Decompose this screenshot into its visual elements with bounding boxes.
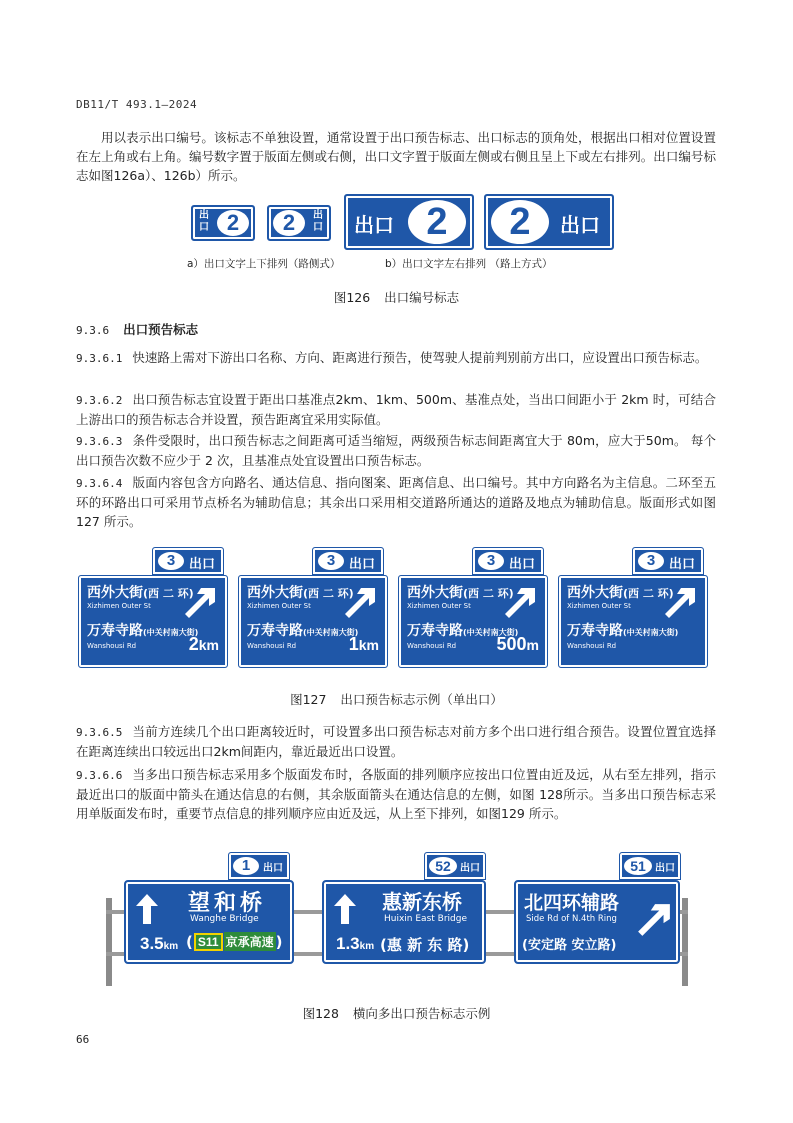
- sign-panel-beisihuan: [514, 880, 680, 964]
- pre-warning-sign: [558, 547, 710, 669]
- sub-road-en: Wanshousi Rd: [567, 642, 617, 650]
- distance-value: 1.3: [336, 934, 360, 953]
- figure-126-caption: [0, 288, 793, 306]
- aux-route-name: 京承高速: [224, 932, 276, 951]
- figure-127-signs: [78, 547, 718, 672]
- main-road: 西外大街(西 二 环): [407, 585, 514, 601]
- sign-panel: [398, 575, 548, 668]
- sign-name: 望和桥: [188, 891, 267, 916]
- figure-128-caption: [0, 1004, 793, 1022]
- sign-panel: [558, 575, 708, 668]
- exit-number-badge: 1: [233, 857, 259, 875]
- clause-number: 9.3.6.3: [76, 435, 123, 448]
- arrow-up-icon: [136, 894, 158, 924]
- distance: 2km: [188, 634, 219, 654]
- section-number: 9.3.6: [76, 324, 110, 337]
- exit-number-tab: [424, 852, 486, 880]
- distance: [140, 934, 178, 954]
- exit-text: 出口: [509, 557, 536, 572]
- arrow-up-right-icon: [343, 586, 377, 620]
- distance: 500m: [496, 634, 539, 654]
- route-shield: S11: [194, 933, 223, 951]
- aux-route: (惠 新 东 路): [380, 936, 470, 954]
- main-road-en: Xizhimen Outer St: [247, 602, 311, 610]
- exit-number-tab: [472, 547, 544, 575]
- figure-number: 图128: [302, 1006, 339, 1021]
- document-code-header: DB11/T 493.1—2024: [76, 98, 198, 111]
- exit-text: 出口: [460, 863, 480, 874]
- figure-number: 图126: [333, 290, 371, 305]
- figure-title: 横向多出口预告标志示例: [352, 1006, 491, 1021]
- section-title: 出口预告标志: [123, 322, 199, 337]
- exit-text: 出口: [349, 557, 376, 572]
- subcaption-a: a）出口文字上下排列（路侧式）: [187, 258, 341, 270]
- exit-char-bottom: 口: [313, 222, 323, 233]
- clause-9-3-6-4: [76, 473, 716, 531]
- distance: [336, 934, 374, 954]
- exit-number-sign-a-left: [191, 205, 255, 241]
- exit-text: 出口: [669, 557, 696, 572]
- exit-char-top: 出: [313, 210, 323, 221]
- distance-value: 3.5: [140, 934, 164, 953]
- clause-number: 9.3.6.1: [76, 352, 123, 365]
- exit-number-badge: 2: [273, 210, 305, 236]
- main-road: 西外大街(西 二 环): [87, 585, 194, 601]
- sub-road: 万寿寺路(中关村南大街): [567, 623, 679, 639]
- clause-text: 快速路上需对下游出口名称、方向、距离进行预告，使驾驶人提前判别前方出口，应设置出口预告标志。: [132, 350, 708, 365]
- clause-9-3-6-3: [76, 431, 716, 470]
- exit-number-badge: 2: [491, 200, 549, 244]
- exit-number-tab: [632, 547, 704, 575]
- exit-text: 出口: [354, 213, 394, 237]
- exit-number-badge: 3: [478, 552, 504, 570]
- sub-road: 万寿寺路(中关村南大街): [407, 623, 519, 639]
- exit-number-badge: 51: [624, 857, 652, 875]
- figure-127-caption: [0, 690, 793, 708]
- clause-9-3-6-1: [76, 348, 716, 368]
- exit-number-badge: 2: [217, 210, 249, 236]
- sign-name-en: Wanghe Bridge: [190, 914, 259, 924]
- exit-number-tab: [619, 852, 681, 880]
- figure-128-gantry: [106, 852, 688, 987]
- arrow-up-right-icon: [183, 586, 217, 620]
- exit-char-top: 出: [199, 210, 209, 221]
- clause-text: 当前方连续几个出口距离较近时，可设置多出口预告标志对前方多个出口进行组合预告。设置位置宜选择在距离连续出口较远出口2km间距内，靠近最近出口设置。: [76, 724, 716, 759]
- arrow-up-right-icon: [663, 586, 697, 620]
- paragraph-exit-number: 用以表示出口编号。该标志不单独设置，通常设置于出口预告标志、出口标志的顶角处，根据出口相对位置设置在左上角或右上角。编号数字置于版面左侧或右侧，出口文字置于版面左侧或右侧且呈上下或左右排列。出口编号标志如图126a）、126b）所示。: [76, 130, 716, 183]
- exit-number-badge: 2: [408, 200, 466, 244]
- figure-title: 出口编号标志: [384, 290, 460, 305]
- exit-number-tab: [228, 852, 290, 880]
- clause-9-3-6-6: [76, 765, 716, 823]
- exit-number-sign-b-right: [484, 194, 614, 250]
- subcaption-b: b）出口文字左右排列 （路上方式）: [385, 258, 553, 270]
- page-number: 66: [76, 1033, 90, 1046]
- section-heading: [76, 320, 198, 338]
- aux-route: (安定路 安立路): [522, 938, 617, 953]
- sub-road-en: Wanshousi Rd: [87, 642, 137, 650]
- aux-paren-close: ): [275, 932, 283, 951]
- exit-number-sign-a-right: [267, 205, 331, 241]
- exit-text: 出口: [189, 557, 216, 572]
- aux-paren-open: (: [186, 932, 193, 951]
- clause-number: 9.3.6.4: [76, 477, 123, 490]
- pre-warning-sign: [238, 547, 390, 669]
- aux-route: [186, 932, 282, 951]
- exit-number-tab: [152, 547, 224, 575]
- sign-name-en: Huixin East Bridge: [384, 914, 467, 924]
- sign-panel: [238, 575, 388, 668]
- exit-number-badge: 3: [318, 552, 344, 570]
- exit-number-badge: 3: [638, 552, 664, 570]
- clause-number: 9.3.6.2: [76, 394, 123, 407]
- main-road-en: Xizhimen Outer St: [87, 602, 151, 610]
- arrow-up-right-icon: [636, 900, 672, 940]
- distance: 1km: [348, 634, 379, 654]
- exit-text: 出口: [560, 213, 600, 237]
- exit-number-tab: [312, 547, 384, 575]
- arrow-up-right-icon: [503, 586, 537, 620]
- sign-panel-wanghe: [124, 880, 294, 964]
- clause-text: 版面内容包含方向路名、通达信息、指向图案、距离信息、出口编号。其中方向路名为主信息。二环至五环的环路出口可采用节点桥名为辅助信息；其余出口采用相交道路所通达的道路及地点为辅助信息。版面形式如图127 所示。: [76, 475, 716, 529]
- sub-road-en: Wanshousi Rd: [407, 642, 457, 650]
- clause-text: 出口预告标志宜设置于距出口基准点2km、1km、500m、基准点处，当出口间距小于 2km 时，可结合上游出口的预告标志合并设置，预告距离宜采用实际值。: [76, 392, 716, 427]
- main-road-en: Xizhimen Outer St: [567, 602, 631, 610]
- sub-road: 万寿寺路(中关村南大街): [247, 623, 359, 639]
- sign-name-en: Side Rd of N.4th Ring: [526, 914, 617, 924]
- distance-unit: km: [163, 941, 179, 952]
- sign-name: 惠新东桥: [382, 890, 462, 914]
- sign-panel: [78, 575, 228, 668]
- main-road-en: Xizhimen Outer St: [407, 602, 471, 610]
- clause-text: 当多出口预告标志采用多个版面发布时，各版面的排列顺序应按出口位置由近及远，从右至左排列，指示最近出口的版面中箭头在通达信息的右侧，其余版面箭头在通达信息的左侧，如图 128所示。当多出口预告标志采用单版面发布时，重要节点信息的排列顺序应由近及远，从上至下排列，如图129 所示。: [76, 767, 716, 821]
- arrow-up-icon: [334, 894, 356, 924]
- main-road: 西外大街(西 二 环): [247, 585, 354, 601]
- clause-number: 9.3.6.5: [76, 726, 123, 739]
- figure-number: 图127: [290, 692, 327, 707]
- main-road: 西外大街(西 二 环): [567, 585, 674, 601]
- exit-char-bottom: 口: [199, 222, 209, 233]
- clause-text: 条件受限时，出口预告标志之间距离可适当缩短，两级预告标志间距离宜大于 80m，应大于50m。 每个出口预告次数不应少于 2 次，且基准点处宜设置出口预告标志。: [76, 433, 716, 468]
- sub-road-en: Wanshousi Rd: [247, 642, 297, 650]
- pre-warning-sign: [398, 547, 550, 669]
- clause-9-3-6-5: [76, 722, 716, 761]
- exit-number-badge: 52: [429, 857, 457, 875]
- pre-warning-sign: [78, 547, 230, 669]
- exit-number-badge: 3: [158, 552, 184, 570]
- exit-text: 出口: [655, 863, 675, 874]
- distance-unit: km: [359, 941, 375, 952]
- figure-title: 出口预告标志示例（单出口）: [340, 692, 503, 707]
- sign-name: 北四环辅路: [524, 892, 620, 914]
- exit-number-sign-b-left: [344, 194, 474, 250]
- sign-panel-huixin: [322, 880, 486, 964]
- sub-road: 万寿寺路(中关村南大街): [87, 623, 199, 639]
- exit-text: 出口: [263, 863, 283, 874]
- clause-9-3-6-2: [76, 390, 716, 429]
- clause-number: 9.3.6.6: [76, 769, 123, 782]
